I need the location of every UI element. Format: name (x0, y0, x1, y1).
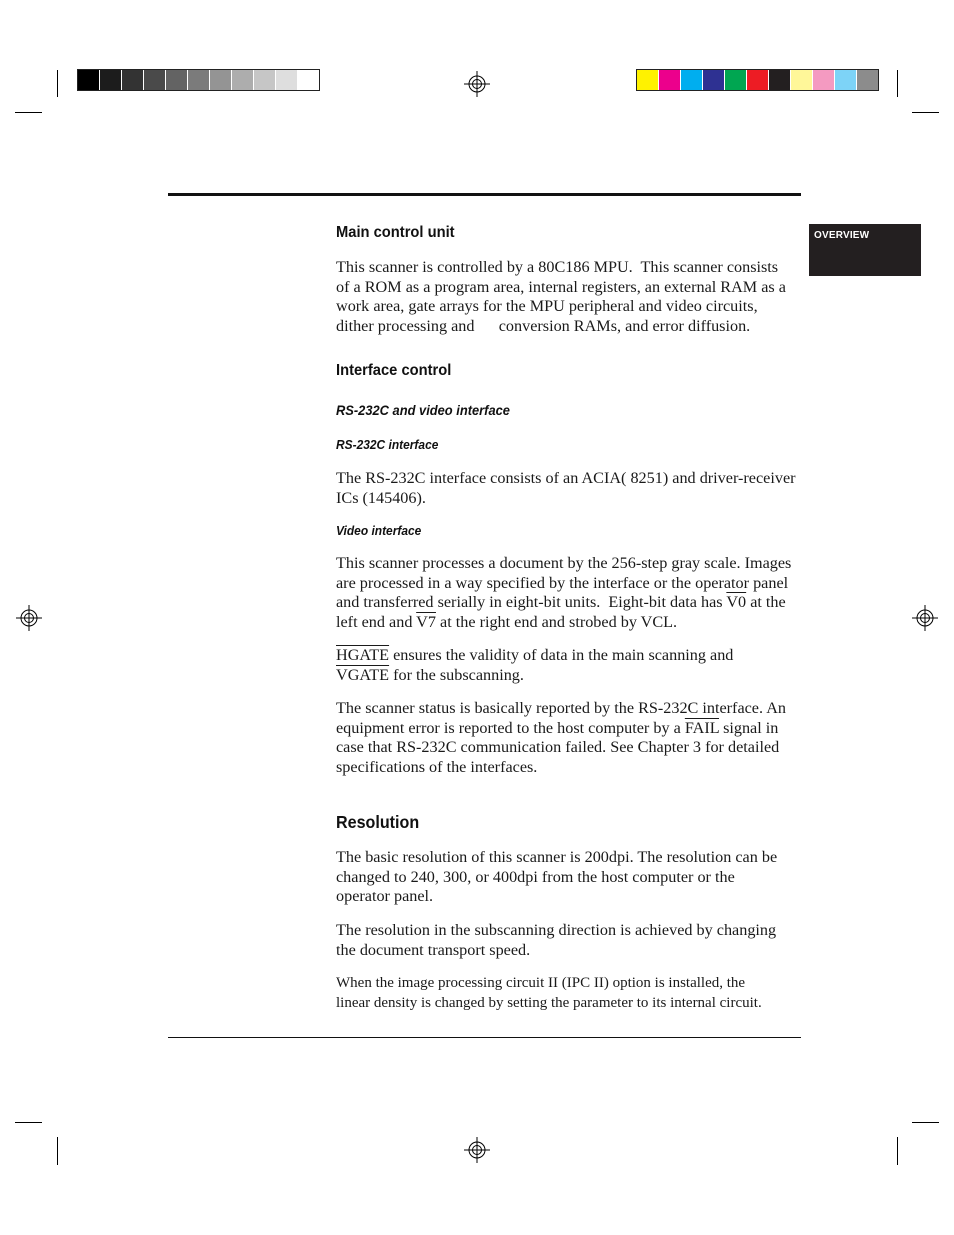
text-line (336, 593, 814, 613)
signal-hgate: HGATE (336, 646, 390, 664)
section-tab-label: OVERVIEW (814, 230, 870, 241)
signal-fail: FAIL (684, 718, 720, 737)
color-swatch (835, 70, 857, 90)
color-swatch (166, 70, 188, 90)
resolution-paragraph-2 (336, 921, 814, 960)
text-line: The resolution in the subscanning direction is achieved by changing (336, 921, 777, 939)
resolution-paragraph-1 (336, 848, 814, 907)
text-line: When the image processing circuit II (IPC II) option is installed, the (336, 975, 746, 991)
video-paragraph-2 (336, 646, 814, 685)
color-swatch (188, 70, 210, 90)
text-line: specifications of the interfaces. (336, 757, 538, 776)
section-tab (809, 224, 921, 276)
process-color-bar (636, 69, 879, 91)
video-paragraph-3 (336, 699, 814, 777)
registration-mark-icon (912, 605, 938, 631)
color-swatch (725, 70, 747, 90)
resolution-paragraph-3 (336, 974, 814, 1013)
text-run: equipment error is reported to the host computer by a (336, 718, 685, 737)
color-swatch (122, 70, 144, 90)
color-swatch (78, 70, 100, 90)
color-swatch (857, 70, 878, 90)
color-swatch (769, 70, 791, 90)
subheading-video-interface: Video interface (336, 523, 422, 538)
registration-mark-icon (16, 605, 42, 631)
subheading-rs232c-video: RS-232C and video interface (336, 402, 510, 418)
color-swatch (144, 70, 166, 90)
heading-interface-control: Interface control (336, 362, 452, 379)
heading-resolution: Resolution (336, 812, 420, 832)
rs232c-paragraph (336, 469, 814, 508)
text-line: changed to 240, 300, or 400dpi from the host computer or the (336, 867, 735, 886)
text-run: for the subscanning. (389, 665, 524, 684)
color-swatch (232, 70, 254, 90)
video-paragraph-1 (336, 554, 814, 632)
text-run: and transferred serially in eight-bit units. Eight-bit data has (336, 593, 727, 612)
main-control-paragraph (336, 258, 814, 336)
signal-vgate: VGATE (336, 665, 390, 684)
text-line: operator panel. (336, 887, 434, 906)
color-swatch (100, 70, 122, 90)
text-line: of a ROM as a program area, internal registers, an external RAM as a (336, 277, 786, 296)
text-line: The basic resolution of this scanner is 200dpi. The resolution can be (336, 848, 778, 866)
footer-rule (168, 1037, 801, 1038)
subheading-rs232c-interface: RS-232C interface (336, 437, 439, 452)
text-line (336, 719, 814, 739)
text-line: dither processing and conversion RAMs, and error diffusion. (336, 316, 751, 335)
text-line: The RS-232C interface consists of an ACIA( 8251) and driver-receiver (336, 469, 796, 487)
text-run: at the (746, 593, 786, 612)
color-swatch (659, 70, 681, 90)
text-line: ICs (145406). (336, 488, 426, 507)
color-swatch (254, 70, 276, 90)
signal-v0: V0 (726, 593, 747, 612)
registration-mark-icon (464, 71, 490, 97)
color-swatch (210, 70, 232, 90)
color-swatch (298, 70, 319, 90)
signal-v7: V7 (416, 612, 436, 631)
text-line: case that RS-232C communication failed. See Chapter 3 for detailed (336, 738, 780, 757)
text-run: left end and (336, 612, 417, 631)
color-swatch (681, 70, 703, 90)
color-swatch (747, 70, 769, 90)
text-line (336, 666, 814, 686)
text-line (336, 613, 814, 633)
color-swatch (791, 70, 813, 90)
color-swatch (637, 70, 659, 90)
text-run: at the right end and strobed by VCL. (435, 612, 678, 631)
text-line: This scanner processes a document by the 256-step gray scale. Images (336, 554, 792, 572)
text-line: linear density is changed by setting the parameter to its internal circuit. (336, 994, 762, 1011)
text-run: ensures the validity of data in the main scanning and (389, 646, 734, 664)
color-swatch (703, 70, 725, 90)
text-run: signal in (719, 718, 779, 737)
text-line (336, 646, 814, 666)
text-line: work area, gate arrays for the MPU peripheral and video circuits, (336, 297, 758, 316)
color-swatch (276, 70, 298, 90)
color-swatch (813, 70, 835, 90)
grayscale-color-bar (77, 69, 320, 91)
text-line: the document transport speed. (336, 940, 531, 959)
header-rule (168, 193, 801, 196)
text-line: This scanner is controlled by a 80C186 MPU. This scanner consists (336, 258, 779, 276)
text-line: The scanner status is basically reported by the RS-232C interface. An (336, 699, 786, 717)
heading-main-control-unit: Main control unit (336, 224, 455, 241)
text-line: are processed in a way specified by the interface or the operator panel (336, 573, 789, 592)
registration-mark-icon (464, 1137, 490, 1163)
